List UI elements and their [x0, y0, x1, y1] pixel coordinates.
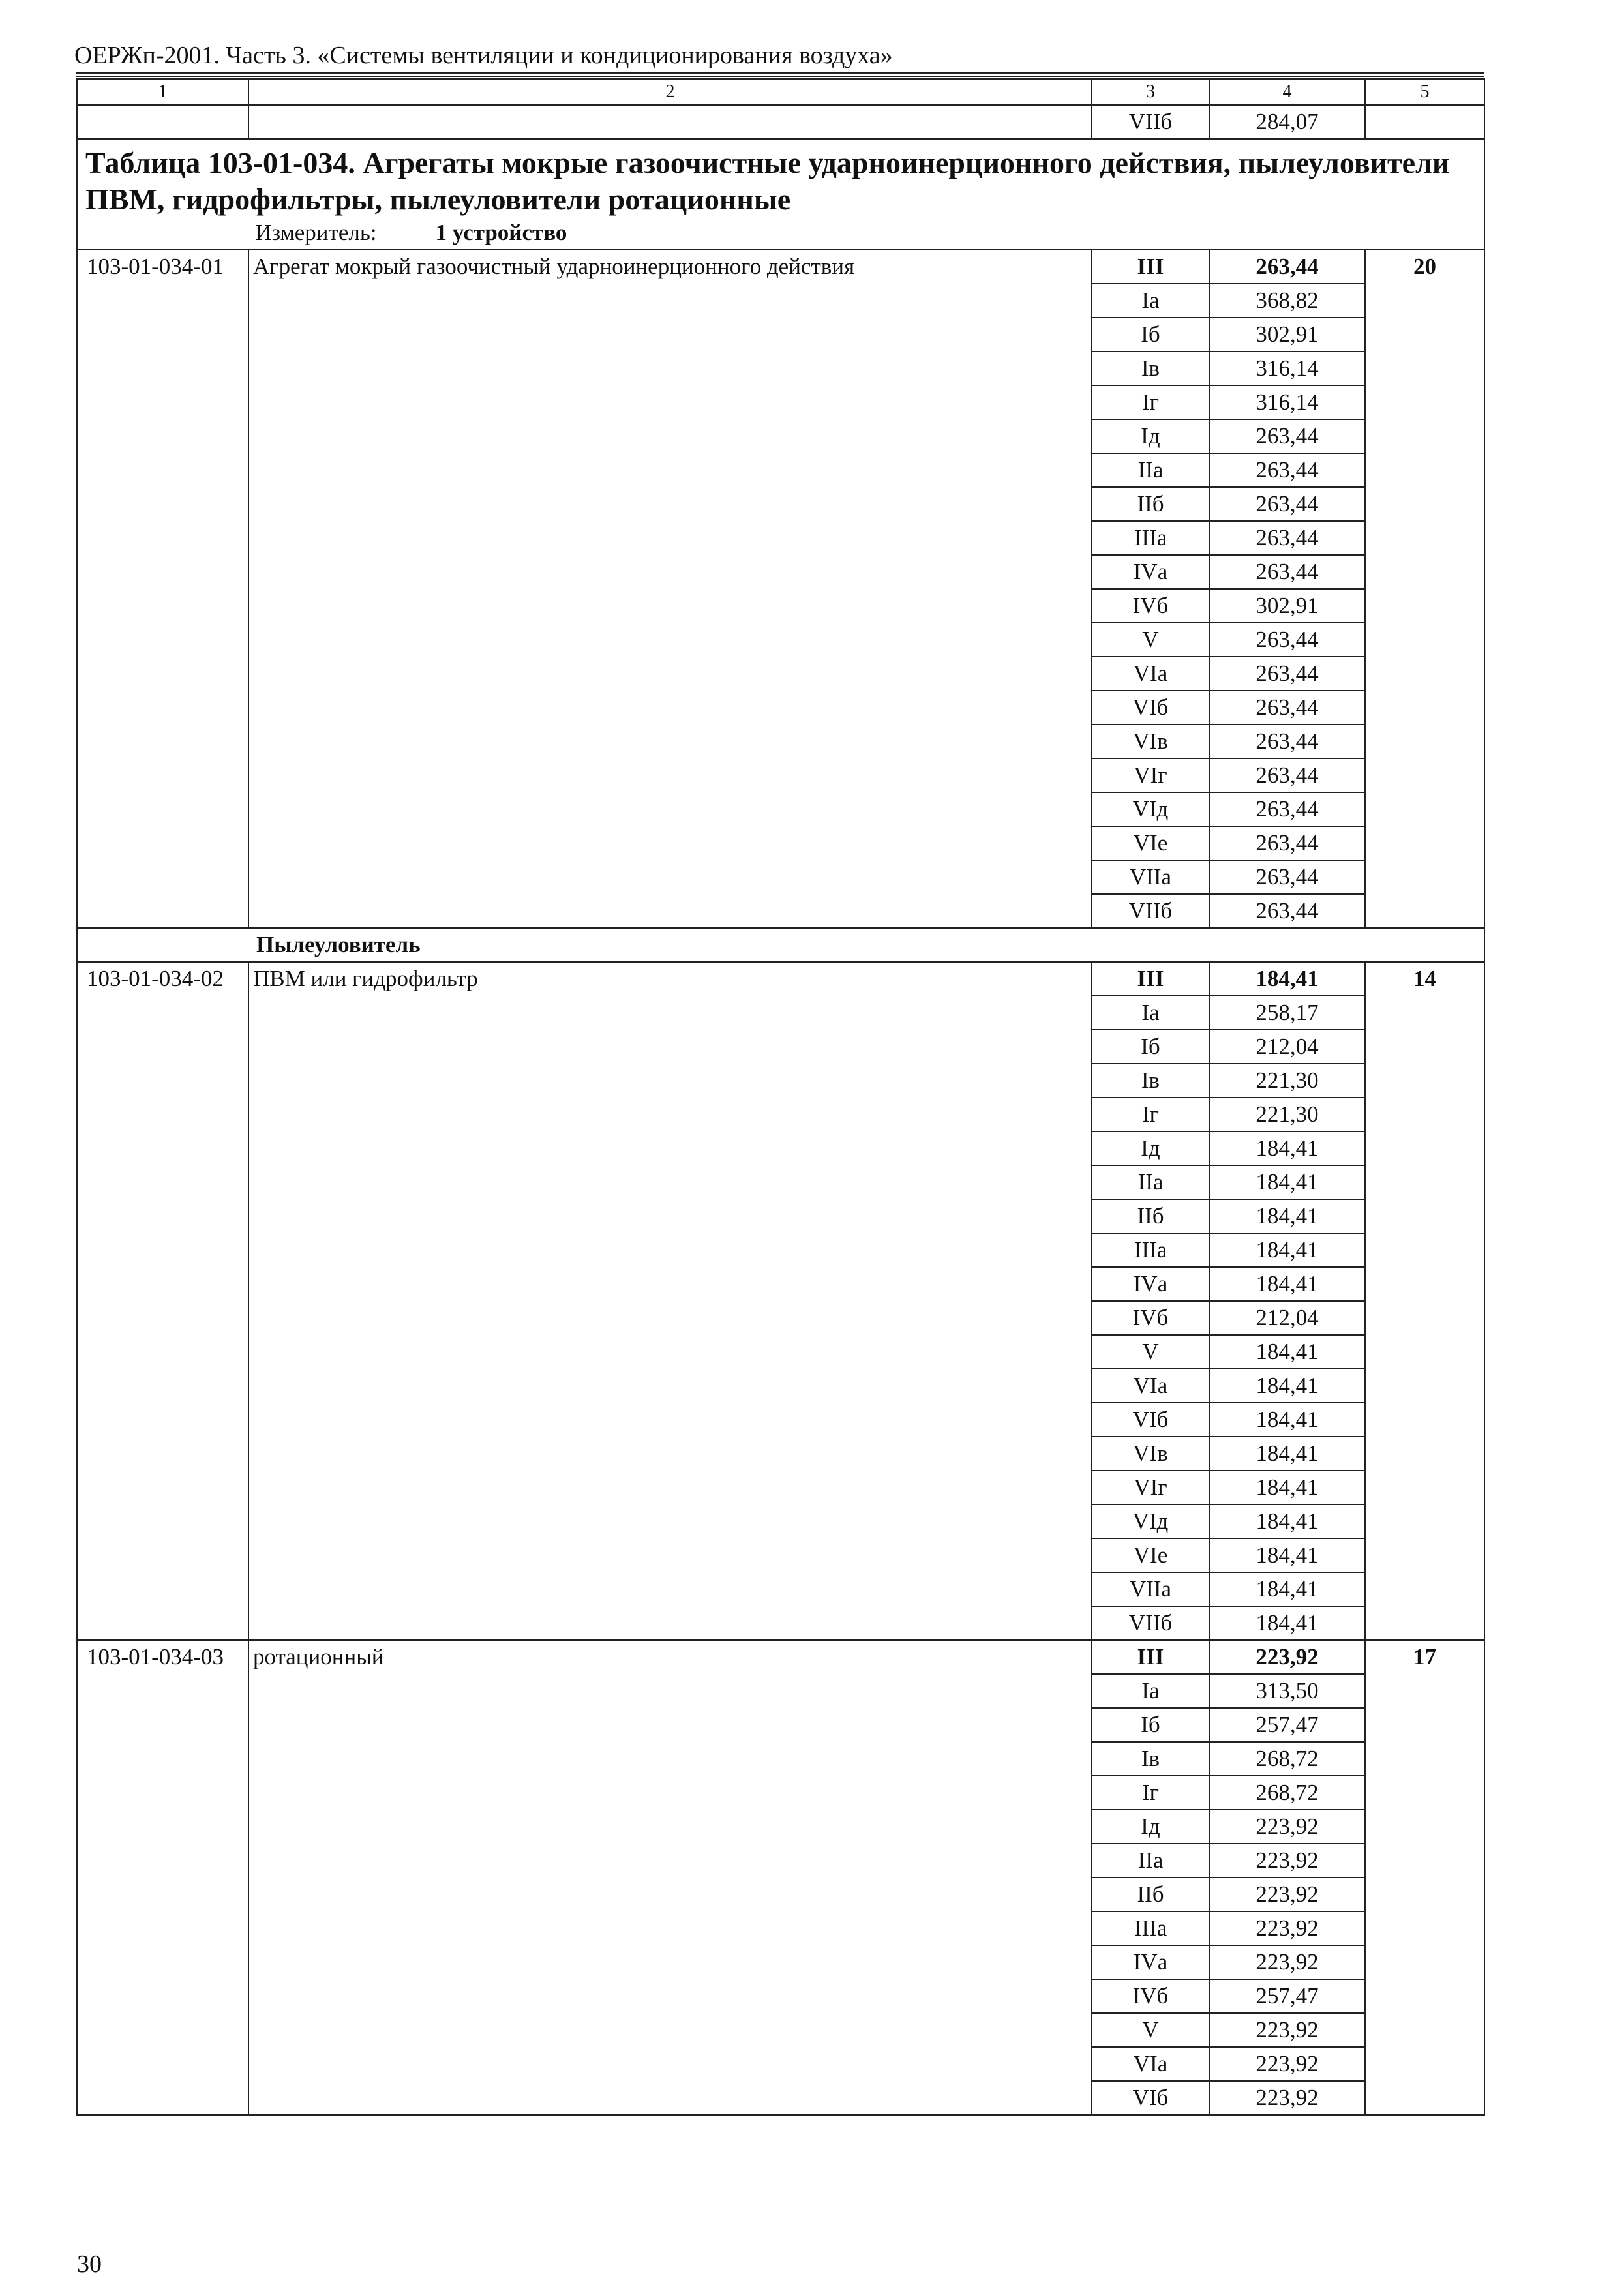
price-cell: 212,04 — [1209, 1301, 1365, 1335]
price-cell: 184,41 — [1209, 1403, 1365, 1437]
zone-cell: VIа — [1092, 2047, 1209, 2081]
zone-cell: Iа — [1092, 284, 1209, 318]
zone-cell: IIа — [1092, 1844, 1209, 1878]
measure-line — [255, 218, 1484, 248]
header-rule — [76, 76, 1484, 77]
zone-cell: Iд — [1092, 419, 1209, 453]
price-cell: 263,44 — [1209, 758, 1365, 792]
price-cell: 184,41 — [1209, 1131, 1365, 1165]
zone-cell: VIIа — [1092, 1572, 1209, 1606]
zone-cell: VIд — [1092, 792, 1209, 826]
table-row — [77, 1640, 1484, 1674]
price-cell: 221,30 — [1209, 1064, 1365, 1098]
zone-cell: IIб — [1092, 1199, 1209, 1233]
zone-cell: Iб — [1092, 318, 1209, 352]
price-cell: 368,82 — [1209, 284, 1365, 318]
table-title-row — [77, 139, 1484, 250]
code-cell — [77, 105, 248, 139]
price-table — [76, 78, 1485, 2116]
price-cell: 184,41 — [1209, 1606, 1365, 1640]
running-title: ОЕРЖп-2001. Часть 3. «Системы вентиляции и кондиционирования воздуха» — [74, 42, 893, 69]
carry-over-row — [77, 105, 1484, 139]
price-cell: 263,44 — [1209, 419, 1365, 453]
zone-cell: VIа — [1092, 657, 1209, 691]
zone-cell: IIIа — [1092, 521, 1209, 555]
zone-cell: IIа — [1092, 453, 1209, 487]
price-cell: 221,30 — [1209, 1098, 1365, 1131]
extra-cell — [1365, 105, 1484, 139]
table-row — [77, 962, 1484, 996]
price-cell: 223,92 — [1209, 1844, 1365, 1878]
price-cell: 212,04 — [1209, 1030, 1365, 1064]
price-cell: 223,92 — [1209, 2081, 1365, 2115]
zone-cell: Iг — [1092, 1098, 1209, 1131]
zone-cell: IVа — [1092, 555, 1209, 589]
price-cell: 263,44 — [1209, 894, 1365, 928]
price-cell: 263,44 — [1209, 826, 1365, 860]
zone-cell: Iг — [1092, 1776, 1209, 1810]
price-cell: 184,41 — [1209, 1504, 1365, 1538]
zone-cell: IIб — [1092, 1878, 1209, 1911]
zone-cell: IIIа — [1092, 1233, 1209, 1267]
price-cell: 263,44 — [1209, 623, 1365, 657]
zone-cell: III — [1092, 1640, 1209, 1674]
extra-value: 14 — [1365, 962, 1484, 1640]
table-title-cell — [77, 139, 1484, 250]
item-name: ротационный — [248, 1640, 1092, 2115]
zone-cell: VIб — [1092, 1403, 1209, 1437]
page-number: 30 — [77, 2251, 102, 2278]
zone-cell: IIа — [1092, 1165, 1209, 1199]
name-cell — [248, 105, 1092, 139]
zone-cell: Iг — [1092, 385, 1209, 419]
zone-cell: Iв — [1092, 1742, 1209, 1776]
column-number: 3 — [1092, 79, 1209, 105]
price-cell: 184,41 — [1209, 962, 1365, 996]
price-cell: 316,14 — [1209, 352, 1365, 385]
price-cell: 313,50 — [1209, 1674, 1365, 1708]
price-cell: 263,44 — [1209, 657, 1365, 691]
zone-cell: III — [1092, 250, 1209, 284]
price-cell: 184,41 — [1209, 1471, 1365, 1504]
zone-cell: VIIа — [1092, 860, 1209, 894]
price-cell: 223,92 — [1209, 2013, 1365, 2047]
price-cell: 184,41 — [1209, 1538, 1365, 1572]
zone-cell: IVб — [1092, 1301, 1209, 1335]
price-cell: 257,47 — [1209, 1979, 1365, 2013]
zone-cell: VIд — [1092, 1504, 1209, 1538]
price-cell: 223,92 — [1209, 1911, 1365, 1945]
price-cell: 263,44 — [1209, 521, 1365, 555]
measure-value: 1 устройство — [435, 220, 567, 245]
zone-cell: VIб — [1092, 2081, 1209, 2115]
item-name: ПВМ или гидрофильтр — [248, 962, 1092, 1640]
price-cell: 263,44 — [1209, 725, 1365, 758]
column-number: 4 — [1209, 79, 1365, 105]
zone-cell: VIг — [1092, 758, 1209, 792]
price-cell: 263,44 — [1209, 792, 1365, 826]
zone-cell: VIе — [1092, 826, 1209, 860]
price-cell: 258,17 — [1209, 996, 1365, 1030]
zone-cell: VIе — [1092, 1538, 1209, 1572]
zone-cell: Iд — [1092, 1131, 1209, 1165]
price-cell: 257,47 — [1209, 1708, 1365, 1742]
zone-cell: IVа — [1092, 1945, 1209, 1979]
price-cell: 223,92 — [1209, 1945, 1365, 1979]
zone-cell: Iб — [1092, 1030, 1209, 1064]
zone-cell: Iв — [1092, 1064, 1209, 1098]
price-cell: 263,44 — [1209, 691, 1365, 725]
price-cell: 184,41 — [1209, 1369, 1365, 1403]
price-cell: 223,92 — [1209, 2047, 1365, 2081]
zone-cell: V — [1092, 2013, 1209, 2047]
price-table-body — [77, 79, 1484, 2115]
extra-value: 17 — [1365, 1640, 1484, 2115]
section-label: Пылеуловитель — [77, 928, 1484, 962]
table-row — [77, 250, 1484, 284]
header-rule — [76, 72, 1484, 74]
column-number: 2 — [248, 79, 1092, 105]
zone-cell: III — [1092, 962, 1209, 996]
zone-cell: VIв — [1092, 1437, 1209, 1471]
section-row — [77, 928, 1484, 962]
item-code: 103-01-034-02 — [77, 962, 248, 1640]
zone-cell: Iб — [1092, 1708, 1209, 1742]
column-number-row — [77, 79, 1484, 105]
price-cell: 223,92 — [1209, 1640, 1365, 1674]
zone-cell: VIIб — [1092, 1606, 1209, 1640]
zone-cell: VIIб — [1092, 105, 1209, 139]
price-cell: 184,41 — [1209, 1165, 1365, 1199]
price-cell: 184,41 — [1209, 1437, 1365, 1471]
zone-cell: Iа — [1092, 996, 1209, 1030]
price-cell: 184,41 — [1209, 1199, 1365, 1233]
price-cell: 223,92 — [1209, 1810, 1365, 1844]
price-cell: 284,07 — [1209, 105, 1365, 139]
price-cell: 302,91 — [1209, 589, 1365, 623]
column-number: 1 — [77, 79, 248, 105]
item-name: Агрегат мокрый газоочистный ударноинерционного действия — [248, 250, 1092, 928]
price-cell: 263,44 — [1209, 860, 1365, 894]
zone-cell: IVб — [1092, 1979, 1209, 2013]
zone-cell: IIIа — [1092, 1911, 1209, 1945]
zone-cell: IVа — [1092, 1267, 1209, 1301]
zone-cell: Iв — [1092, 352, 1209, 385]
column-number: 5 — [1365, 79, 1484, 105]
zone-cell: V — [1092, 1335, 1209, 1369]
price-cell: 263,44 — [1209, 555, 1365, 589]
zone-cell: VIб — [1092, 691, 1209, 725]
zone-cell: IIб — [1092, 487, 1209, 521]
item-code: 103-01-034-03 — [77, 1640, 248, 2115]
zone-cell: Iд — [1092, 1810, 1209, 1844]
price-cell: 263,44 — [1209, 250, 1365, 284]
extra-value: 20 — [1365, 250, 1484, 928]
price-cell: 184,41 — [1209, 1572, 1365, 1606]
zone-cell: VIа — [1092, 1369, 1209, 1403]
price-cell: 184,41 — [1209, 1267, 1365, 1301]
zone-cell: VIIб — [1092, 894, 1209, 928]
zone-cell: VIг — [1092, 1471, 1209, 1504]
zone-cell: Iа — [1092, 1674, 1209, 1708]
measure-label: Измеритель: — [255, 220, 377, 245]
price-cell: 302,91 — [1209, 318, 1365, 352]
price-cell: 268,72 — [1209, 1742, 1365, 1776]
item-code: 103-01-034-01 — [77, 250, 248, 928]
zone-cell: V — [1092, 623, 1209, 657]
zone-cell: VIв — [1092, 725, 1209, 758]
price-cell: 184,41 — [1209, 1233, 1365, 1267]
price-cell: 184,41 — [1209, 1335, 1365, 1369]
price-cell: 263,44 — [1209, 487, 1365, 521]
zone-cell: IVб — [1092, 589, 1209, 623]
price-cell: 316,14 — [1209, 385, 1365, 419]
price-cell: 263,44 — [1209, 453, 1365, 487]
table-title: Таблица 103-01-034. Агрегаты мокрые газоочистные ударноинерционного действия, пылеуловители ПВМ, гидрофильтры, пылеуловители ротационные — [85, 146, 1450, 216]
price-cell: 223,92 — [1209, 1878, 1365, 1911]
price-cell: 268,72 — [1209, 1776, 1365, 1810]
